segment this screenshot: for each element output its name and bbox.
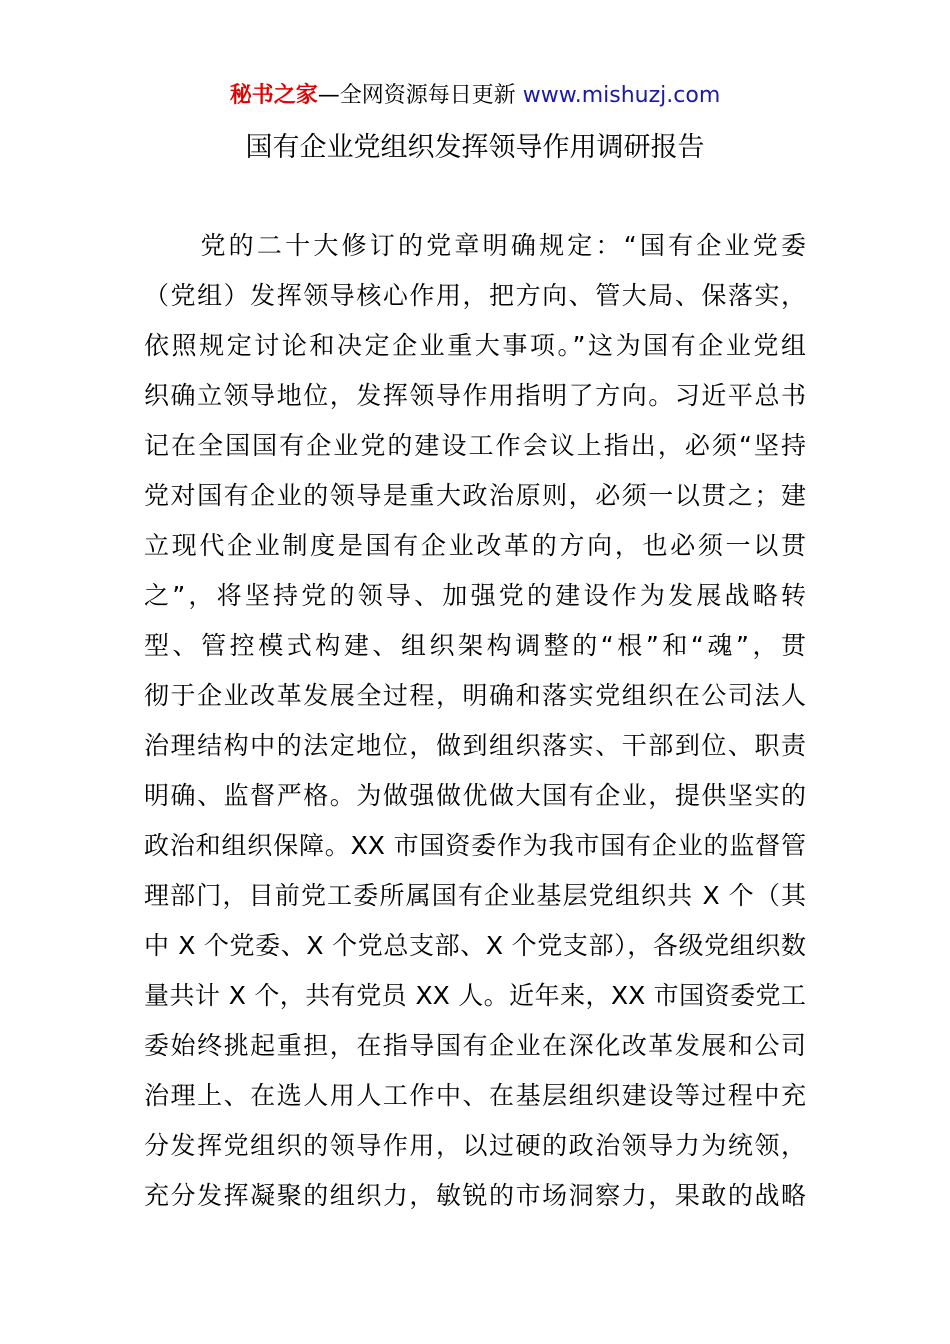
body-line: 分发挥党组织的领导作用，以过硬的政治领导力为统领， xyxy=(144,1131,806,1160)
body-line: 明确、监督严格。为做强做优做大国有企业，提供坚实的 xyxy=(144,781,806,810)
body-line: 型、管控模式构建、组织架构调整的“根”和“魂”，贯 xyxy=(144,631,806,660)
body-line: 委始终挑起重担，在指导国有企业在深化改革发展和公司 xyxy=(144,1031,806,1060)
body-line: 记在全国国有企业党的建设工作会议上指出，必须“坚持 xyxy=(144,431,806,460)
site-header xyxy=(0,80,950,112)
body-line: 之”，将坚持党的领导、加强党的建设作为发展战略转 xyxy=(144,581,806,610)
body-line: 党的二十大修订的党章明确规定：“国有企业党委 xyxy=(144,231,806,260)
document-body xyxy=(144,221,806,1221)
body-line: 党对国有企业的领导是重大政治原则，必须一以贯之；建 xyxy=(144,481,806,510)
body-line: 充分发挥凝聚的组织力，敏锐的市场洞察力，果敢的战略 xyxy=(144,1181,806,1210)
body-line: 织确立领导地位，发挥领导作用指明了方向。习近平总书 xyxy=(144,381,806,410)
brand-name: 秘书之家 xyxy=(229,83,318,108)
header-tagline: —全网资源每日更新 xyxy=(317,83,516,108)
body-line: 彻于企业改革发展全过程，明确和落实党组织在公司法人 xyxy=(144,681,806,710)
body-line: 治理结构中的法定地位，做到组织落实、干部到位、职责 xyxy=(144,731,806,760)
body-line: 政治和组织保障。XX 市国资委作为我市国有企业的监督管 xyxy=(144,831,806,860)
body-line: 立现代企业制度是国有企业改革的方向，也必须一以贯 xyxy=(144,531,806,560)
body-line: 依照规定讨论和决定企业重大事项。”这为国有企业党组 xyxy=(144,331,806,360)
body-line: 治理上、在选人用人工作中、在基层组织建设等过程中充 xyxy=(144,1081,806,1110)
body-line: 中 X 个党委、X 个党总支部、X 个党支部），各级党组织数 xyxy=(144,931,806,960)
body-line: 理部门，目前党工委所属国有企业基层党组织共 X 个（其 xyxy=(144,881,806,910)
body-line: 量共计 X 个，共有党员 XX 人。近年来，XX 市国资委党工 xyxy=(144,981,806,1010)
site-url-link[interactable]: www.mishuzj.com xyxy=(522,83,721,108)
body-line: （党组）发挥领导核心作用，把方向、管大局、保落实， xyxy=(144,281,806,310)
document-title: 国有企业党组织发挥领导作用调研报告 xyxy=(245,132,705,163)
